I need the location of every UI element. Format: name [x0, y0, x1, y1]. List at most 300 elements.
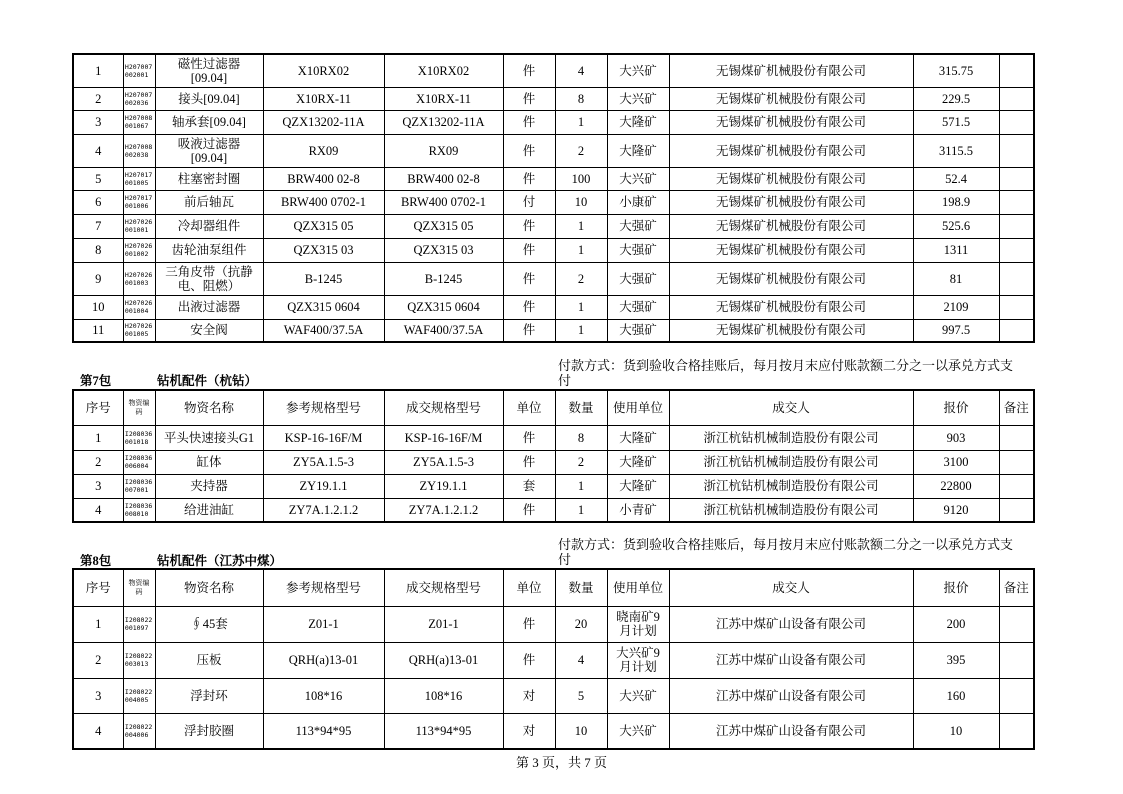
cell-unit	[503, 87, 555, 110]
cell-quantity-text: 1	[577, 300, 585, 314]
cell-item-code-text: I208022003013	[124, 652, 153, 668]
cell-using-unit-text: 大兴矿9月计划	[616, 646, 660, 674]
cell-deal-spec-text: BRW400 0702-1	[400, 195, 487, 209]
cell-quantity	[555, 190, 607, 214]
cell-supplier-text: 无锡煤矿机械股份有限公司	[715, 271, 866, 286]
cell-price-text: 10	[949, 723, 963, 738]
column-header-label: 报价	[943, 580, 969, 595]
cell-using-unit-text: 大强矿	[619, 219, 657, 233]
cell-using-unit	[607, 319, 669, 342]
cell-reference-spec	[263, 642, 384, 678]
cell-deal-spec-text: Z01-1	[428, 617, 459, 631]
header-reference-spec	[263, 390, 384, 425]
header-deal-spec	[384, 390, 503, 425]
cell-reference-spec	[263, 262, 384, 295]
cell-using-unit	[607, 295, 669, 319]
cell-reference-spec-text: B-1245	[304, 271, 343, 286]
cell-item-name	[155, 450, 263, 474]
cell-serial-text: 1	[95, 430, 102, 445]
cell-supplier-text: 无锡煤矿机械股份有限公司	[715, 323, 866, 338]
cell-deal-spec	[384, 713, 503, 749]
cell-quantity-text: 1	[577, 115, 585, 129]
cell-deal-spec-text: B-1245	[424, 271, 463, 286]
cell-item-name-text: 轴承套[09.04]	[172, 115, 246, 129]
cell-supplier-text: 浙江杭钻机械制造股份有限公司	[703, 455, 879, 469]
cell-quantity-text: 10	[574, 195, 588, 209]
cell-supplier-text: 浙江杭钻机械制造股份有限公司	[703, 502, 879, 517]
cell-serial	[73, 642, 123, 678]
column-header-label: 序号	[85, 580, 111, 595]
cell-using-unit-text: 大隆矿	[619, 115, 657, 129]
cell-reference-spec-text: Z01-1	[308, 617, 339, 631]
header-item-code	[123, 390, 155, 425]
cell-serial-text: 10	[92, 300, 105, 314]
cell-using-unit	[607, 425, 669, 450]
cell-item-code-text: I208036007001	[124, 478, 153, 494]
cell-item-code-text: H207017001006	[124, 194, 153, 210]
cell-supplier	[669, 134, 913, 167]
cell-reference-spec-text: QRH(a)13-01	[288, 653, 359, 667]
cell-serial-text: 7	[95, 219, 102, 233]
cell-deal-spec	[384, 474, 503, 498]
table-row	[73, 134, 1034, 167]
table-row	[73, 190, 1034, 214]
cell-quantity-text: 1	[577, 243, 585, 257]
cell-item-name	[155, 319, 263, 342]
cell-quantity	[555, 262, 607, 295]
cell-item-code	[123, 713, 155, 749]
cell-remark	[999, 319, 1034, 342]
cell-supplier-text: 无锡煤矿机械股份有限公司	[715, 243, 866, 257]
cell-item-code	[123, 54, 155, 87]
cell-unit	[503, 642, 555, 678]
cell-supplier-text: 江苏中煤矿山设备有限公司	[715, 723, 866, 738]
cell-deal-spec	[384, 319, 503, 342]
parts-table-package-7	[72, 389, 1035, 523]
column-header-label: 参考规格型号	[285, 580, 361, 595]
cell-quantity	[555, 295, 607, 319]
cell-item-code	[123, 498, 155, 522]
cell-reference-spec-text: 113*94*95	[295, 723, 352, 738]
header-supplier	[669, 390, 913, 425]
cell-using-unit	[607, 498, 669, 522]
cell-quantity-text: 8	[577, 91, 585, 106]
cell-serial-text: 9	[95, 271, 102, 286]
table-row	[73, 110, 1034, 134]
cell-item-name-text: 浮封环	[190, 688, 228, 703]
table-row	[73, 214, 1034, 238]
cell-reference-spec	[263, 134, 384, 167]
package-number: 第7包	[80, 374, 112, 388]
table-row	[73, 295, 1034, 319]
cell-serial	[73, 238, 123, 262]
cell-remark	[999, 450, 1034, 474]
cell-quantity-text: 1	[577, 502, 585, 517]
cell-unit	[503, 498, 555, 522]
cell-supplier	[669, 262, 913, 295]
cell-reference-spec-text: ZY7A.1.2.1.2	[288, 502, 359, 517]
header-item-code	[123, 569, 155, 606]
cell-item-name	[155, 262, 263, 295]
cell-using-unit-text: 大隆矿	[619, 143, 657, 158]
column-header-label: 物资编码	[128, 578, 150, 596]
cell-serial	[73, 319, 123, 342]
cell-deal-spec-text: 113*94*95	[415, 723, 472, 738]
cell-serial-text: 2	[95, 653, 102, 667]
cell-supplier-text: 浙江杭钻机械制造股份有限公司	[703, 430, 879, 445]
cell-using-unit-text: 大隆矿	[619, 430, 657, 445]
table-row	[73, 238, 1034, 262]
cell-price-text: 1311	[943, 243, 969, 257]
cell-unit	[503, 167, 555, 190]
cell-unit	[503, 319, 555, 342]
table-row	[73, 606, 1034, 642]
cell-supplier	[669, 450, 913, 474]
table-body	[73, 569, 1034, 749]
cell-price-text: 903	[946, 430, 966, 445]
cell-price	[913, 214, 999, 238]
cell-supplier-text: 无锡煤矿机械股份有限公司	[715, 300, 866, 314]
cell-deal-spec	[384, 450, 503, 474]
header-row	[73, 569, 1034, 606]
cell-using-unit-text: 大兴矿	[619, 688, 657, 703]
cell-unit	[503, 425, 555, 450]
cell-using-unit	[607, 87, 669, 110]
cell-item-code	[123, 425, 155, 450]
cell-quantity	[555, 167, 607, 190]
cell-remark	[999, 238, 1034, 262]
cell-item-name-text: 安全阀	[190, 323, 228, 338]
cell-price-text: 9120	[943, 502, 969, 517]
cell-supplier-text: 无锡煤矿机械股份有限公司	[715, 91, 866, 106]
cell-item-name-text: ∮45套	[190, 617, 228, 631]
cell-remark	[999, 713, 1034, 749]
cell-serial	[73, 110, 123, 134]
cell-deal-spec-text: X10RX-11	[415, 91, 472, 106]
header-supplier	[669, 569, 913, 606]
cell-remark	[999, 54, 1034, 87]
cell-item-code-text: I208022004005	[124, 687, 153, 704]
cell-serial-text: 4	[95, 502, 102, 517]
cell-supplier	[669, 319, 913, 342]
cell-supplier	[669, 238, 913, 262]
cell-unit	[503, 295, 555, 319]
package-number: 第8包	[80, 554, 112, 568]
header-deal-spec	[384, 569, 503, 606]
cell-price	[913, 713, 999, 749]
cell-deal-spec	[384, 167, 503, 190]
cell-supplier	[669, 214, 913, 238]
cell-using-unit	[607, 450, 669, 474]
cell-unit-text: 套	[522, 479, 536, 493]
cell-price	[913, 87, 999, 110]
cell-unit-text: 件	[522, 63, 536, 78]
cell-reference-spec	[263, 425, 384, 450]
cell-item-name-text: 给进油缸	[183, 502, 234, 517]
cell-unit-text: 件	[522, 502, 536, 517]
cell-reference-spec-text: RX09	[308, 143, 339, 158]
cell-unit-text: 付	[522, 195, 536, 209]
cell-serial-text: 6	[95, 195, 102, 209]
cell-serial	[73, 606, 123, 642]
cell-supplier	[669, 642, 913, 678]
table-row	[73, 713, 1034, 749]
cell-deal-spec	[384, 606, 503, 642]
cell-deal-spec	[384, 54, 503, 87]
cell-reference-spec-text: ZY19.1.1	[299, 479, 348, 493]
cell-unit-text: 件	[522, 617, 536, 631]
cell-unit	[503, 678, 555, 713]
cell-serial	[73, 498, 123, 522]
cell-item-code-text: I208036006004	[124, 454, 153, 470]
table-body	[73, 390, 1034, 522]
cell-item-name-text: 出液过滤器	[177, 300, 241, 314]
cell-quantity	[555, 713, 607, 749]
cell-serial-text: 1	[95, 617, 102, 631]
cell-item-name	[155, 190, 263, 214]
cell-supplier	[669, 425, 913, 450]
cell-item-name	[155, 642, 263, 678]
cell-reference-spec-text: KSP-16-16F/M	[284, 430, 363, 445]
cell-unit-text: 件	[522, 171, 536, 186]
cell-using-unit	[607, 110, 669, 134]
column-header-label: 参考规格型号	[285, 400, 361, 415]
cell-item-code	[123, 214, 155, 238]
cell-supplier-text: 无锡煤矿机械股份有限公司	[715, 63, 866, 78]
cell-deal-spec-text: BRW400 02-8	[407, 171, 480, 186]
cell-remark	[999, 190, 1034, 214]
cell-reference-spec-text: X10RX02	[297, 63, 350, 78]
cell-item-name	[155, 134, 263, 167]
cell-quantity-text: 4	[577, 653, 585, 667]
payment-terms: 付款方式：货到验收合格挂账后，每月按月末应付账款额二分之一以承兑方式支付	[558, 358, 1014, 388]
cell-serial-text: 11	[92, 323, 105, 338]
column-header-label: 成交人	[772, 580, 810, 595]
cell-remark	[999, 425, 1034, 450]
column-header-label: 物资名称	[183, 580, 234, 595]
cell-serial	[73, 134, 123, 167]
cell-price	[913, 190, 999, 214]
cell-reference-spec	[263, 110, 384, 134]
payment-terms: 付款方式：货到验收合格挂账后，每月按月末应付账款额二分之一以承兑方式支付	[558, 537, 1014, 567]
package-title: 钻机配件（杭钻）	[157, 374, 258, 388]
cell-using-unit-text: 大兴矿	[619, 171, 657, 186]
cell-quantity	[555, 498, 607, 522]
cell-price-text: 200	[946, 617, 966, 631]
table-row	[73, 319, 1034, 342]
cell-reference-spec	[263, 238, 384, 262]
cell-item-code	[123, 295, 155, 319]
table-row	[73, 87, 1034, 110]
cell-item-name	[155, 606, 263, 642]
header-quantity	[555, 390, 607, 425]
cell-item-name	[155, 54, 263, 87]
cell-reference-spec-text: QZX315 03	[293, 243, 354, 257]
page-footer: 第 3 页，共 7 页	[515, 755, 607, 770]
cell-reference-spec	[263, 87, 384, 110]
cell-serial	[73, 474, 123, 498]
cell-quantity	[555, 110, 607, 134]
cell-quantity	[555, 54, 607, 87]
cell-serial-text: 2	[95, 455, 102, 469]
cell-remark	[999, 474, 1034, 498]
cell-deal-spec-text: QZX13202-11A	[402, 115, 485, 129]
table-body	[73, 54, 1034, 342]
cell-deal-spec-text: KSP-16-16F/M	[404, 430, 483, 445]
cell-item-code-text: H207007002036	[124, 90, 153, 107]
cell-item-name-text: 夹持器	[190, 479, 228, 493]
cell-reference-spec-text: BRW400 02-8	[287, 171, 360, 186]
cell-using-unit-text: 大强矿	[619, 271, 657, 286]
table-row	[73, 498, 1034, 522]
cell-quantity	[555, 450, 607, 474]
cell-serial	[73, 87, 123, 110]
header-using-unit	[607, 390, 669, 425]
cell-reference-spec-text: WAF400/37.5A	[283, 323, 364, 338]
cell-unit	[503, 134, 555, 167]
cell-price-text: 3115.5	[939, 143, 973, 158]
cell-supplier-text: 无锡煤矿机械股份有限公司	[715, 143, 866, 158]
cell-serial	[73, 167, 123, 190]
cell-serial	[73, 678, 123, 713]
cell-item-name	[155, 87, 263, 110]
cell-quantity	[555, 678, 607, 713]
cell-supplier-text: 无锡煤矿机械股份有限公司	[715, 171, 866, 186]
cell-item-code	[123, 110, 155, 134]
cell-item-code-text: H207026001005	[124, 322, 153, 339]
cell-item-code-text: H207026001003	[124, 270, 153, 287]
cell-serial-text: 4	[95, 143, 102, 158]
cell-item-code	[123, 87, 155, 110]
cell-remark	[999, 498, 1034, 522]
cell-deal-spec-text: ZY19.1.1	[419, 479, 468, 493]
cell-reference-spec	[263, 606, 384, 642]
cell-unit-text: 件	[522, 653, 536, 667]
cell-item-code	[123, 678, 155, 713]
parts-table-continued	[72, 53, 1035, 343]
cell-price-text: 525.6	[941, 219, 971, 233]
cell-using-unit	[607, 262, 669, 295]
cell-item-name-text: 缸体	[196, 455, 222, 469]
cell-item-name-text: 浮封胶圈	[183, 723, 234, 738]
cell-deal-spec-text: QRH(a)13-01	[408, 653, 479, 667]
table-row	[73, 54, 1034, 87]
cell-using-unit-text: 晓南矿9月计划	[616, 610, 660, 638]
header-quantity	[555, 569, 607, 606]
cell-quantity-text: 2	[577, 143, 585, 158]
header-serial	[73, 390, 123, 425]
cell-remark	[999, 167, 1034, 190]
column-header-label: 备注	[1003, 580, 1029, 595]
cell-item-name	[155, 214, 263, 238]
cell-deal-spec-text: QZX315 05	[413, 219, 474, 233]
cell-price-text: 160	[946, 688, 966, 703]
cell-unit-text: 件	[522, 143, 536, 158]
cell-reference-spec	[263, 474, 384, 498]
cell-using-unit-text: 大兴矿	[619, 723, 657, 738]
cell-reference-spec-text: ZY5A.1.5-3	[292, 455, 355, 469]
cell-item-name	[155, 713, 263, 749]
cell-item-code	[123, 474, 155, 498]
cell-price-text: 315.75	[938, 63, 974, 78]
cell-item-code-text: I208036008010	[124, 501, 153, 518]
cell-using-unit-text: 大隆矿	[619, 455, 657, 469]
cell-quantity	[555, 606, 607, 642]
cell-reference-spec-text: QZX315 0604	[287, 300, 360, 314]
cell-reference-spec	[263, 498, 384, 522]
cell-supplier	[669, 713, 913, 749]
cell-deal-spec	[384, 110, 503, 134]
column-header-label: 成交人	[772, 400, 810, 415]
cell-quantity	[555, 214, 607, 238]
table-row	[73, 474, 1034, 498]
cell-item-name-text: 冷却器组件	[177, 219, 241, 233]
cell-quantity	[555, 642, 607, 678]
cell-quantity	[555, 238, 607, 262]
cell-reference-spec	[263, 54, 384, 87]
cell-unit-text: 件	[522, 300, 536, 314]
cell-price-text: 997.5	[941, 323, 971, 338]
cell-serial-text: 3	[95, 688, 102, 703]
cell-supplier	[669, 54, 913, 87]
cell-price-text: 229.5	[941, 91, 971, 106]
cell-supplier	[669, 87, 913, 110]
cell-using-unit-text: 大兴矿	[619, 91, 657, 106]
cell-supplier-text: 江苏中煤矿山设备有限公司	[715, 688, 866, 703]
cell-unit-text: 对	[522, 688, 536, 703]
table-row	[73, 450, 1034, 474]
cell-unit-text: 件	[522, 455, 536, 469]
cell-deal-spec	[384, 642, 503, 678]
cell-item-code-text: H207017001005	[124, 170, 153, 187]
cell-deal-spec	[384, 678, 503, 713]
cell-price	[913, 606, 999, 642]
cell-using-unit-text: 小康矿	[619, 195, 657, 209]
cell-deal-spec-text: QZX315 0604	[407, 300, 480, 314]
cell-unit	[503, 190, 555, 214]
cell-price	[913, 134, 999, 167]
cell-supplier	[669, 295, 913, 319]
cell-unit	[503, 606, 555, 642]
cell-deal-spec-text: ZY7A.1.2.1.2	[408, 502, 479, 517]
cell-price-text: 198.9	[941, 195, 971, 209]
cell-reference-spec	[263, 295, 384, 319]
cell-item-code-text: H207026001001	[124, 218, 153, 234]
cell-unit	[503, 238, 555, 262]
header-unit	[503, 390, 555, 425]
column-header-label: 数量	[568, 580, 594, 595]
column-header-label: 序号	[85, 400, 111, 415]
cell-deal-spec-text: QZX315 03	[413, 243, 474, 257]
cell-quantity-text: 100	[571, 171, 591, 186]
cell-item-code-text: I208022004006	[124, 722, 153, 739]
header-serial	[73, 569, 123, 606]
cell-unit	[503, 214, 555, 238]
cell-price	[913, 678, 999, 713]
header-reference-spec	[263, 569, 384, 606]
cell-unit-text: 件	[522, 91, 536, 106]
parts-table-package-8	[72, 568, 1035, 750]
cell-unit	[503, 54, 555, 87]
cell-using-unit	[607, 642, 669, 678]
cell-deal-spec	[384, 498, 503, 522]
table-row	[73, 262, 1034, 295]
cell-using-unit	[607, 474, 669, 498]
cell-supplier	[669, 474, 913, 498]
cell-reference-spec	[263, 319, 384, 342]
cell-item-code-text: H207008002038	[124, 142, 153, 159]
cell-price-text: 81	[949, 271, 963, 286]
